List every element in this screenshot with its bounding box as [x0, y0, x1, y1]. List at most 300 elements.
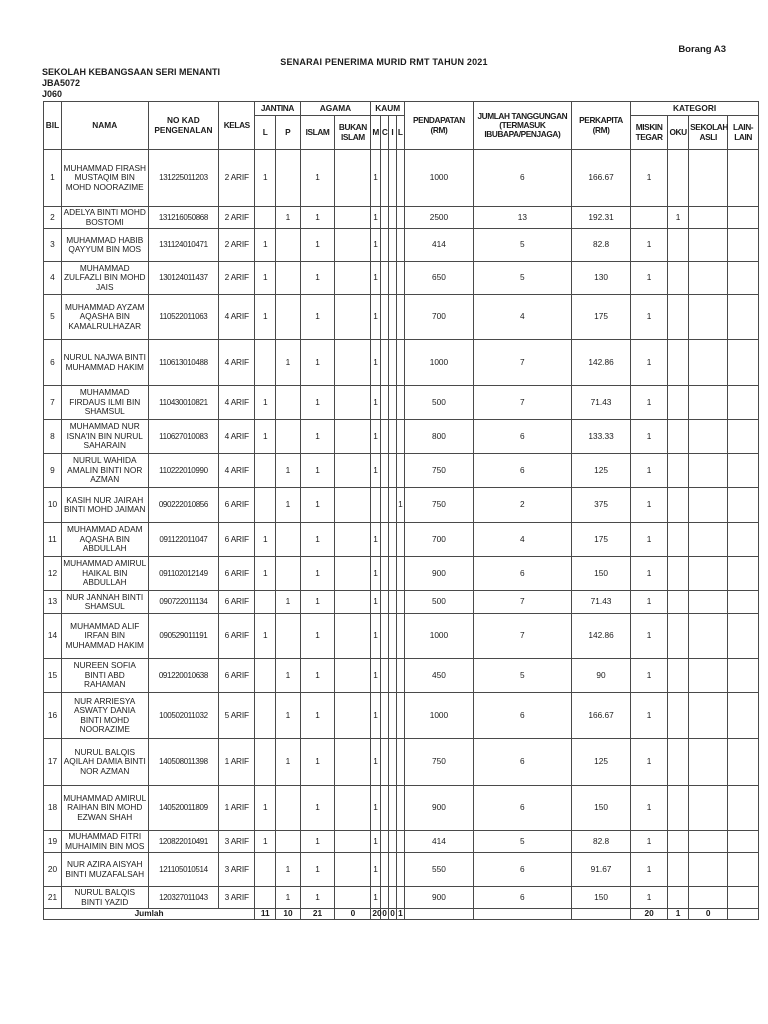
cell-agama-bukan-islam: [335, 887, 371, 909]
school-info: [42, 67, 220, 100]
cell-bil: 8: [44, 420, 62, 454]
cell-tanggungan: 6: [473, 887, 571, 909]
cell-kaum-m: 1: [371, 853, 381, 887]
cell-jantina-l: [255, 853, 276, 887]
cell-agama-bukan-islam: [335, 614, 371, 659]
cell-kaum-m: 1: [371, 150, 381, 207]
cell-oku: [668, 739, 689, 786]
cell-sekolah-asli: [689, 614, 728, 659]
cell-pendapatan: 1000: [405, 340, 474, 386]
col-header-bukan-islam: BUKAN ISLAM: [335, 116, 371, 150]
district-code: J060: [42, 89, 63, 99]
cell-perkapita: 150: [571, 557, 630, 591]
cell-pendapatan: 700: [405, 523, 474, 557]
cell-kelas: 6 ARIF: [219, 523, 255, 557]
cell-miskin-tegar: 1: [631, 488, 668, 523]
cell-kaum-m: 1: [371, 295, 381, 340]
cell-pendapatan: 750: [405, 739, 474, 786]
cell-perkapita: 142.86: [571, 614, 630, 659]
cell-perkapita: 82.8: [571, 831, 630, 853]
cell-agama-bukan-islam: [335, 557, 371, 591]
cell-perkapita: 166.67: [571, 693, 630, 739]
cell-nama: ADELYA BINTI MOHD BOSTOMI: [61, 207, 148, 229]
cell-oku: [668, 386, 689, 420]
cell-jantina-l: [255, 659, 276, 693]
cell-nama: KASIH NUR JAIRAH BINTI MOHD JAIMAN: [61, 488, 148, 523]
cell-oku: [668, 420, 689, 454]
cell-kelas: 2 ARIF: [219, 229, 255, 262]
col-header-oku: OKU: [668, 116, 689, 150]
cell-nama: NURUL BALQIS AQILAH DAMIA BINTI NOR AZMAN: [61, 739, 148, 786]
cell-kelas: 2 ARIF: [219, 262, 255, 295]
cell-agama-islam: 1: [300, 454, 335, 488]
table-row: [44, 340, 759, 386]
cell-miskin-tegar: 1: [631, 420, 668, 454]
cell-kaum-i: [389, 659, 396, 693]
cell-no-kp: 091220010638: [148, 659, 219, 693]
table-row: [44, 693, 759, 739]
cell-kaum-i: [389, 229, 396, 262]
cell-kaum-m: 1: [371, 591, 381, 614]
table-row: [44, 523, 759, 557]
cell-perkapita: 142.86: [571, 340, 630, 386]
cell-miskin-tegar: 1: [631, 659, 668, 693]
cell-sekolah-asli: [689, 887, 728, 909]
cell-sekolah-asli: [689, 786, 728, 831]
cell-agama-islam: 1: [300, 340, 335, 386]
cell-pendapatan: 650: [405, 262, 474, 295]
cell-oku: [668, 786, 689, 831]
recipient-table: [43, 101, 759, 920]
cell-pendapatan: 1000: [405, 614, 474, 659]
col-header-kaum-m: M: [371, 116, 381, 150]
cell-jantina-p: [276, 557, 300, 591]
cell-pendapatan: 450: [405, 659, 474, 693]
cell-agama-bukan-islam: [335, 786, 371, 831]
cell-kaum-l: [396, 591, 404, 614]
cell-kaum-i: [389, 887, 396, 909]
cell-lain-lain: [728, 523, 759, 557]
cell-kaum-l: [396, 887, 404, 909]
cell-kaum-i: [389, 150, 396, 207]
cell-agama-islam: 1: [300, 523, 335, 557]
cell-no-kp: 110627010083: [148, 420, 219, 454]
cell-no-kp: 140508011398: [148, 739, 219, 786]
cell-kaum-c: [380, 420, 388, 454]
cell-kaum-i: [389, 420, 396, 454]
cell-tanggungan: 4: [473, 523, 571, 557]
cell-lain-lain: [728, 386, 759, 420]
table-row: [44, 454, 759, 488]
total-tanggungan-blank: [473, 909, 571, 920]
cell-agama-bukan-islam: [335, 591, 371, 614]
cell-perkapita: 175: [571, 523, 630, 557]
cell-miskin-tegar: 1: [631, 853, 668, 887]
cell-kaum-m: 1: [371, 523, 381, 557]
table-row: [44, 229, 759, 262]
cell-oku: [668, 523, 689, 557]
cell-tanggungan: 6: [473, 693, 571, 739]
cell-kelas: 1 ARIF: [219, 786, 255, 831]
cell-sekolah-asli: [689, 295, 728, 340]
cell-pendapatan: 1000: [405, 150, 474, 207]
cell-tanggungan: 6: [473, 150, 571, 207]
table-row: [44, 739, 759, 786]
cell-agama-bukan-islam: [335, 386, 371, 420]
cell-miskin-tegar: 1: [631, 150, 668, 207]
cell-kaum-l: [396, 693, 404, 739]
cell-jantina-p: 1: [276, 739, 300, 786]
cell-nama: MUHAMMAD ALIF IRFAN BIN MUHAMMAD HAKIM: [61, 614, 148, 659]
cell-kaum-l: [396, 340, 404, 386]
cell-agama-islam: 1: [300, 488, 335, 523]
total-oku: 1: [668, 909, 689, 920]
cell-miskin-tegar: 1: [631, 887, 668, 909]
table-row: [44, 386, 759, 420]
cell-no-kp: 110522011063: [148, 295, 219, 340]
cell-miskin-tegar: 1: [631, 557, 668, 591]
cell-no-kp: 091122011047: [148, 523, 219, 557]
cell-tanggungan: 6: [473, 420, 571, 454]
cell-kaum-m: 1: [371, 831, 381, 853]
cell-perkapita: 71.43: [571, 386, 630, 420]
cell-sekolah-asli: [689, 693, 728, 739]
cell-agama-bukan-islam: [335, 659, 371, 693]
cell-jantina-l: 1: [255, 229, 276, 262]
cell-jantina-l: [255, 488, 276, 523]
cell-agama-islam: 1: [300, 659, 335, 693]
cell-jantina-p: [276, 262, 300, 295]
cell-agama-bukan-islam: [335, 739, 371, 786]
cell-kelas: 2 ARIF: [219, 150, 255, 207]
cell-kaum-i: [389, 739, 396, 786]
cell-jantina-p: [276, 420, 300, 454]
cell-kaum-c: [380, 295, 388, 340]
cell-no-kp: 110430010821: [148, 386, 219, 420]
cell-pendapatan: 500: [405, 591, 474, 614]
table-row: [44, 887, 759, 909]
cell-jantina-p: 1: [276, 659, 300, 693]
cell-kaum-c: [380, 207, 388, 229]
cell-nama: MUHAMMAD FITRI MUHAIMIN BIN MOS: [61, 831, 148, 853]
cell-kaum-l: [396, 523, 404, 557]
cell-bil: 18: [44, 786, 62, 831]
total-pendapatan-blank: [405, 909, 474, 920]
col-header-kelas: KELAS: [219, 102, 255, 150]
col-header-kaum: KAUM: [371, 102, 405, 116]
totals-label: Jumlah: [44, 909, 255, 920]
cell-pendapatan: 414: [405, 831, 474, 853]
cell-tanggungan: 6: [473, 853, 571, 887]
cell-perkapita: 130: [571, 262, 630, 295]
cell-oku: [668, 887, 689, 909]
cell-kaum-l: [396, 557, 404, 591]
cell-kaum-c: [380, 488, 388, 523]
cell-jantina-p: [276, 614, 300, 659]
cell-agama-islam: 1: [300, 591, 335, 614]
cell-kelas: 6 ARIF: [219, 591, 255, 614]
cell-kelas: 6 ARIF: [219, 557, 255, 591]
cell-miskin-tegar: 1: [631, 591, 668, 614]
cell-no-kp: 130124011437: [148, 262, 219, 295]
table-row: [44, 831, 759, 853]
cell-miskin-tegar: 1: [631, 614, 668, 659]
cell-pendapatan: 1000: [405, 693, 474, 739]
cell-kaum-m: 1: [371, 786, 381, 831]
cell-kaum-c: [380, 591, 388, 614]
cell-kaum-m: [371, 488, 381, 523]
cell-jantina-p: 1: [276, 887, 300, 909]
cell-bil: 4: [44, 262, 62, 295]
cell-oku: [668, 150, 689, 207]
cell-jantina-l: 1: [255, 150, 276, 207]
cell-jantina-p: [276, 295, 300, 340]
cell-oku: [668, 488, 689, 523]
cell-oku: [668, 454, 689, 488]
cell-agama-bukan-islam: [335, 262, 371, 295]
cell-kaum-i: [389, 557, 396, 591]
table-row: [44, 150, 759, 207]
cell-agama-bukan-islam: [335, 340, 371, 386]
col-header-pendapatan: PENDAPATAN (RM): [405, 102, 474, 150]
cell-nama: MUHAMMAD FIRDAUS ILMI BIN SHAMSUL: [61, 386, 148, 420]
cell-jantina-l: 1: [255, 420, 276, 454]
cell-jantina-p: 1: [276, 454, 300, 488]
cell-sekolah-asli: [689, 262, 728, 295]
total-kaum-m: 20: [372, 908, 382, 919]
cell-agama-islam: 1: [300, 786, 335, 831]
cell-pendapatan: 750: [405, 488, 474, 523]
cell-oku: 1: [668, 207, 689, 229]
cell-no-kp: 090222010856: [148, 488, 219, 523]
cell-lain-lain: [728, 659, 759, 693]
cell-bil: 14: [44, 614, 62, 659]
cell-miskin-tegar: 1: [631, 262, 668, 295]
cell-agama-islam: 1: [300, 853, 335, 887]
cell-jantina-p: [276, 229, 300, 262]
cell-jantina-l: 1: [255, 557, 276, 591]
cell-kaum-c: [380, 340, 388, 386]
cell-kaum-i: [389, 693, 396, 739]
cell-miskin-tegar: [631, 207, 668, 229]
cell-sekolah-asli: [689, 557, 728, 591]
cell-tanggungan: 7: [473, 614, 571, 659]
cell-agama-islam: 1: [300, 614, 335, 659]
cell-kaum-l: [396, 614, 404, 659]
cell-lain-lain: [728, 693, 759, 739]
cell-agama-bukan-islam: [335, 831, 371, 853]
total-miskin-tegar: 20: [631, 909, 668, 920]
cell-kelas: 5 ARIF: [219, 693, 255, 739]
cell-sekolah-asli: [689, 831, 728, 853]
cell-oku: [668, 853, 689, 887]
cell-sekolah-asli: [689, 420, 728, 454]
cell-nama: MUHAMMAD HABIB QAYYUM BIN MOS: [61, 229, 148, 262]
cell-sekolah-asli: [689, 853, 728, 887]
total-kaum-l: 1: [398, 908, 403, 919]
cell-agama-bukan-islam: [335, 693, 371, 739]
cell-jantina-l: 1: [255, 523, 276, 557]
form-code: Borang A3: [678, 44, 726, 55]
cell-kaum-m: 1: [371, 454, 381, 488]
cell-oku: [668, 614, 689, 659]
cell-kaum-m: 1: [371, 262, 381, 295]
cell-agama-islam: 1: [300, 887, 335, 909]
table-row: [44, 420, 759, 454]
cell-nama: MUHAMMAD AMIRUL RAIHAN BIN MOHD EZWAN SHAH: [61, 786, 148, 831]
cell-lain-lain: [728, 614, 759, 659]
col-header-miskin-tegar: MISKIN TEGAR: [631, 116, 668, 150]
cell-kaum-c: [380, 831, 388, 853]
cell-jantina-p: [276, 150, 300, 207]
cell-kaum-m: 1: [371, 659, 381, 693]
cell-no-kp: 091102012149: [148, 557, 219, 591]
cell-perkapita: 175: [571, 295, 630, 340]
cell-jantina-l: 1: [255, 614, 276, 659]
cell-bil: 19: [44, 831, 62, 853]
cell-no-kp: 120822010491: [148, 831, 219, 853]
cell-agama-islam: 1: [300, 420, 335, 454]
cell-bil: 9: [44, 454, 62, 488]
cell-bil: 12: [44, 557, 62, 591]
cell-nama: MUHAMMAD NUR ISNA'IN BIN NURUL SAHARAIN: [61, 420, 148, 454]
cell-bil: 1: [44, 150, 62, 207]
cell-jantina-l: 1: [255, 262, 276, 295]
cell-pendapatan: 700: [405, 295, 474, 340]
cell-miskin-tegar: 1: [631, 523, 668, 557]
cell-sekolah-asli: [689, 659, 728, 693]
cell-oku: [668, 229, 689, 262]
cell-kelas: 3 ARIF: [219, 831, 255, 853]
cell-bil: 13: [44, 591, 62, 614]
cell-kaum-i: [389, 295, 396, 340]
cell-tanggungan: 6: [473, 454, 571, 488]
cell-perkapita: 71.43: [571, 591, 630, 614]
cell-bil: 20: [44, 853, 62, 887]
cell-lain-lain: [728, 262, 759, 295]
cell-kelas: 3 ARIF: [219, 887, 255, 909]
cell-miskin-tegar: 1: [631, 386, 668, 420]
school-name: SEKOLAH KEBANGSAAN SERI MENANTI: [42, 67, 221, 77]
cell-no-kp: 140520011809: [148, 786, 219, 831]
cell-kaum-l: [396, 229, 404, 262]
table-row: [44, 659, 759, 693]
table-row: [44, 557, 759, 591]
col-header-kp: NO KAD PENGENALAN: [148, 102, 219, 150]
cell-agama-islam: 1: [300, 229, 335, 262]
col-header-tanggungan: JUMLAH TANGGUNGAN (TERMASUK IBUBAPA/PENJAGA): [473, 102, 571, 150]
cell-kaum-m: 1: [371, 420, 381, 454]
cell-kelas: 6 ARIF: [219, 614, 255, 659]
cell-kaum-l: [396, 853, 404, 887]
cell-pendapatan: 900: [405, 786, 474, 831]
cell-kaum-c: [380, 614, 388, 659]
cell-agama-islam: 1: [300, 739, 335, 786]
cell-tanggungan: 4: [473, 295, 571, 340]
cell-kaum-c: [380, 229, 388, 262]
cell-perkapita: 82.8: [571, 229, 630, 262]
cell-oku: [668, 659, 689, 693]
cell-kelas: 6 ARIF: [219, 488, 255, 523]
cell-kelas: 4 ARIF: [219, 454, 255, 488]
cell-jantina-l: [255, 693, 276, 739]
cell-nama: NUREEN SOFIA BINTI ABD RAHAMAN: [61, 659, 148, 693]
cell-pendapatan: 414: [405, 229, 474, 262]
total-bukan-islam: 0: [335, 909, 371, 920]
cell-jantina-p: 1: [276, 591, 300, 614]
document-title: SENARAI PENERIMA MURID RMT TAHUN 2021: [280, 57, 488, 67]
cell-nama: MUHAMMAD AYZAM AQASHA BIN KAMALRULHAZAR: [61, 295, 148, 340]
cell-tanggungan: 6: [473, 739, 571, 786]
cell-kelas: 3 ARIF: [219, 853, 255, 887]
cell-tanggungan: 7: [473, 386, 571, 420]
cell-kaum-m: 1: [371, 207, 381, 229]
total-lain-lain-blank: [728, 909, 759, 920]
cell-bil: 16: [44, 693, 62, 739]
cell-agama-bukan-islam: [335, 150, 371, 207]
cell-perkapita: 192.31: [571, 207, 630, 229]
table-body: [44, 150, 759, 909]
cell-pendapatan: 800: [405, 420, 474, 454]
cell-kaum-i: [389, 454, 396, 488]
cell-lain-lain: [728, 420, 759, 454]
cell-miskin-tegar: 1: [631, 295, 668, 340]
cell-oku: [668, 262, 689, 295]
cell-kaum-c: [380, 693, 388, 739]
cell-lain-lain: [728, 454, 759, 488]
cell-kaum-l: [396, 659, 404, 693]
cell-pendapatan: 550: [405, 853, 474, 887]
cell-jantina-l: [255, 207, 276, 229]
cell-bil: 5: [44, 295, 62, 340]
cell-kaum-c: [380, 887, 388, 909]
cell-kaum-c: [380, 262, 388, 295]
cell-kaum-c: [380, 454, 388, 488]
table-row: [44, 591, 759, 614]
cell-agama-bukan-islam: [335, 454, 371, 488]
col-header-jantina: JANTINA: [255, 102, 300, 116]
cell-no-kp: 131124010471: [148, 229, 219, 262]
cell-kelas: 4 ARIF: [219, 420, 255, 454]
cell-bil: 10: [44, 488, 62, 523]
cell-kelas: 4 ARIF: [219, 340, 255, 386]
cell-sekolah-asli: [689, 739, 728, 786]
cell-bil: 2: [44, 207, 62, 229]
cell-bil: 21: [44, 887, 62, 909]
cell-tanggungan: 7: [473, 591, 571, 614]
cell-pendapatan: 500: [405, 386, 474, 420]
cell-kaum-m: 1: [371, 739, 381, 786]
col-header-kaum-i: I: [389, 116, 396, 150]
cell-kaum-i: [389, 591, 396, 614]
cell-kaum-l: [396, 420, 404, 454]
cell-tanggungan: 7: [473, 340, 571, 386]
cell-no-kp: 121105010514: [148, 853, 219, 887]
cell-no-kp: 110222010990: [148, 454, 219, 488]
cell-sekolah-asli: [689, 229, 728, 262]
col-header-islam: ISLAM: [300, 116, 335, 150]
cell-jantina-p: 1: [276, 853, 300, 887]
cell-oku: [668, 693, 689, 739]
cell-sekolah-asli: [689, 386, 728, 420]
cell-sekolah-asli: [689, 454, 728, 488]
cell-jantina-p: [276, 386, 300, 420]
cell-pendapatan: 900: [405, 557, 474, 591]
cell-jantina-l: [255, 454, 276, 488]
cell-nama: NUR AZIRA AISYAH BINTI MUZAFALSAH: [61, 853, 148, 887]
cell-perkapita: 91.67: [571, 853, 630, 887]
cell-lain-lain: [728, 488, 759, 523]
